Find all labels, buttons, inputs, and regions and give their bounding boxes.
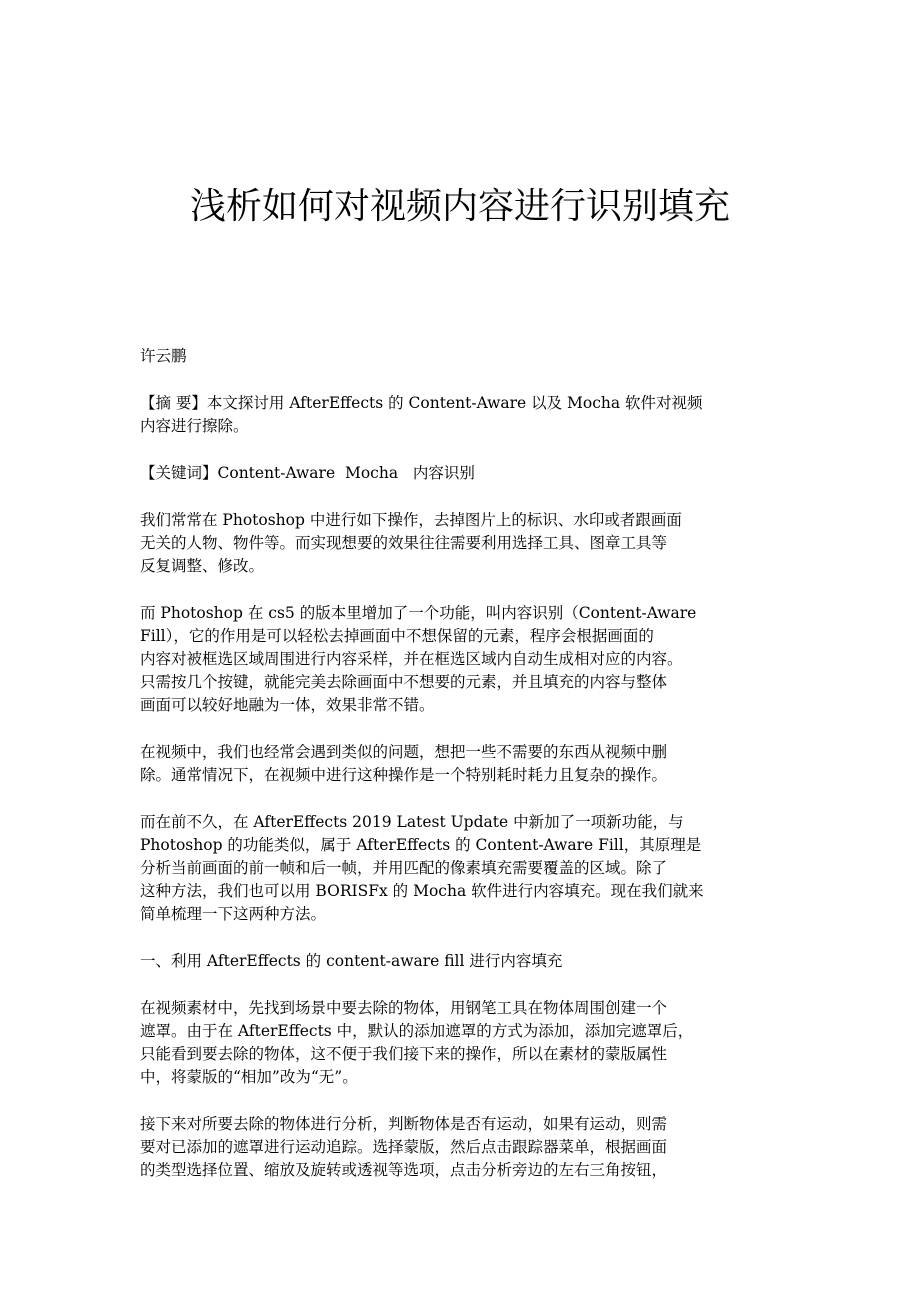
text-line: 在视频素材中，先找到场景中要去除的物体，用钢笔工具在物体周围创建一个 bbox=[140, 999, 668, 1017]
body-paragraph bbox=[140, 602, 790, 717]
text-line: 内容对被框选区域周围进行内容采样，并在框选区域内自动生成相对应的内容。 bbox=[140, 650, 683, 668]
text-line: 只需按几个按键，就能完美去除画面中不想要的元素，并且填充的内容与整体 bbox=[140, 673, 668, 691]
keywords-paragraph bbox=[140, 462, 790, 485]
text-line: 在视频中，我们也经常会遇到类似的问题，想把一些不需要的东西从视频中删 bbox=[140, 743, 668, 761]
text-line: 这种方法，我们也可以用 BORISFx 的 Mocha 软件进行内容填充。现在我们就来 bbox=[140, 882, 704, 900]
text-line: 的类型选择位置、缩放及旋转或透视等选项，点击分析旁边的左右三角按钮， bbox=[140, 1161, 668, 1179]
document-title: 浅析如何对视频内容进行识别填充 bbox=[189, 186, 730, 227]
text-line: 分析当前画面的前一帧和后一帧，并用匹配的像素填充需要覆盖的区域。除了 bbox=[140, 859, 668, 877]
text-line: Photoshop 的功能类似，属于 AfterEffects 的 Content-Aware Fill，其原理是 bbox=[140, 836, 702, 854]
text-line: 我们常常在 Photoshop 中进行如下操作，去掉图片上的标识、水印或者跟画面 bbox=[140, 511, 682, 529]
text-line: 一、利用 AfterEffects 的 content-aware fill 进行内容填充 bbox=[140, 952, 563, 970]
body-paragraph bbox=[140, 741, 790, 787]
text-line: 【关键词】Content-Aware Mocha 内容识别 bbox=[140, 464, 475, 482]
document-body bbox=[140, 345, 790, 1206]
text-line: 要对已添加的遮罩进行运动追踪。选择蒙版，然后点击跟踪器菜单，根据画面 bbox=[140, 1138, 668, 1156]
text-line: 【摘 要】本文探讨用 AfterEffects 的 Content-Aware 以及 Mocha 软件对视频 bbox=[140, 394, 703, 412]
text-line: 接下来对所要去除的物体进行分析，判断物体是否有运动，如果有运动，则需 bbox=[140, 1115, 668, 1133]
text-line: 简单梳理一下这两种方法。 bbox=[140, 905, 327, 923]
text-line: Fill），它的作用是可以轻松去掉画面中不想保留的元素，程序会根据画面的 bbox=[140, 627, 654, 645]
body-paragraph bbox=[140, 1113, 790, 1182]
text-line: 除。通常情况下，在视频中进行这种操作是一个特别耗时耗力且复杂的操作。 bbox=[140, 766, 668, 784]
text-line: 遮罩。由于在 AfterEffects 中，默认的添加遮罩的方式为添加，添加完遮罩后， bbox=[140, 1022, 694, 1040]
text-line: 反复调整、修改。 bbox=[140, 557, 265, 575]
text-line: 内容进行擦除。 bbox=[140, 417, 249, 435]
author-name: 许云鹏 bbox=[140, 347, 187, 365]
text-line: 而 Photoshop 在 cs5 的版本里增加了一个功能，叫内容识别（Content-Aware bbox=[140, 604, 697, 622]
text-line: 而在前不久，在 AfterEffects 2019 Latest Update 中新加了一项新功能，与 bbox=[140, 813, 684, 831]
text-line: 中，将蒙版的“相加”改为“无”。 bbox=[140, 1068, 358, 1086]
text-line: 无关的人物、物件等。而实现想要的效果往往需要利用选择工具、图章工具等 bbox=[140, 534, 668, 552]
body-paragraph bbox=[140, 509, 790, 578]
section-heading bbox=[140, 950, 790, 973]
text-line: 画面可以较好地融为一体，效果非常不错。 bbox=[140, 696, 435, 714]
body-paragraph bbox=[140, 997, 790, 1089]
text-line: 只能看到要去除的物体，这不便于我们接下来的操作，所以在素材的蒙版属性 bbox=[140, 1045, 668, 1063]
abstract-paragraph bbox=[140, 392, 790, 438]
body-paragraph bbox=[140, 811, 790, 926]
